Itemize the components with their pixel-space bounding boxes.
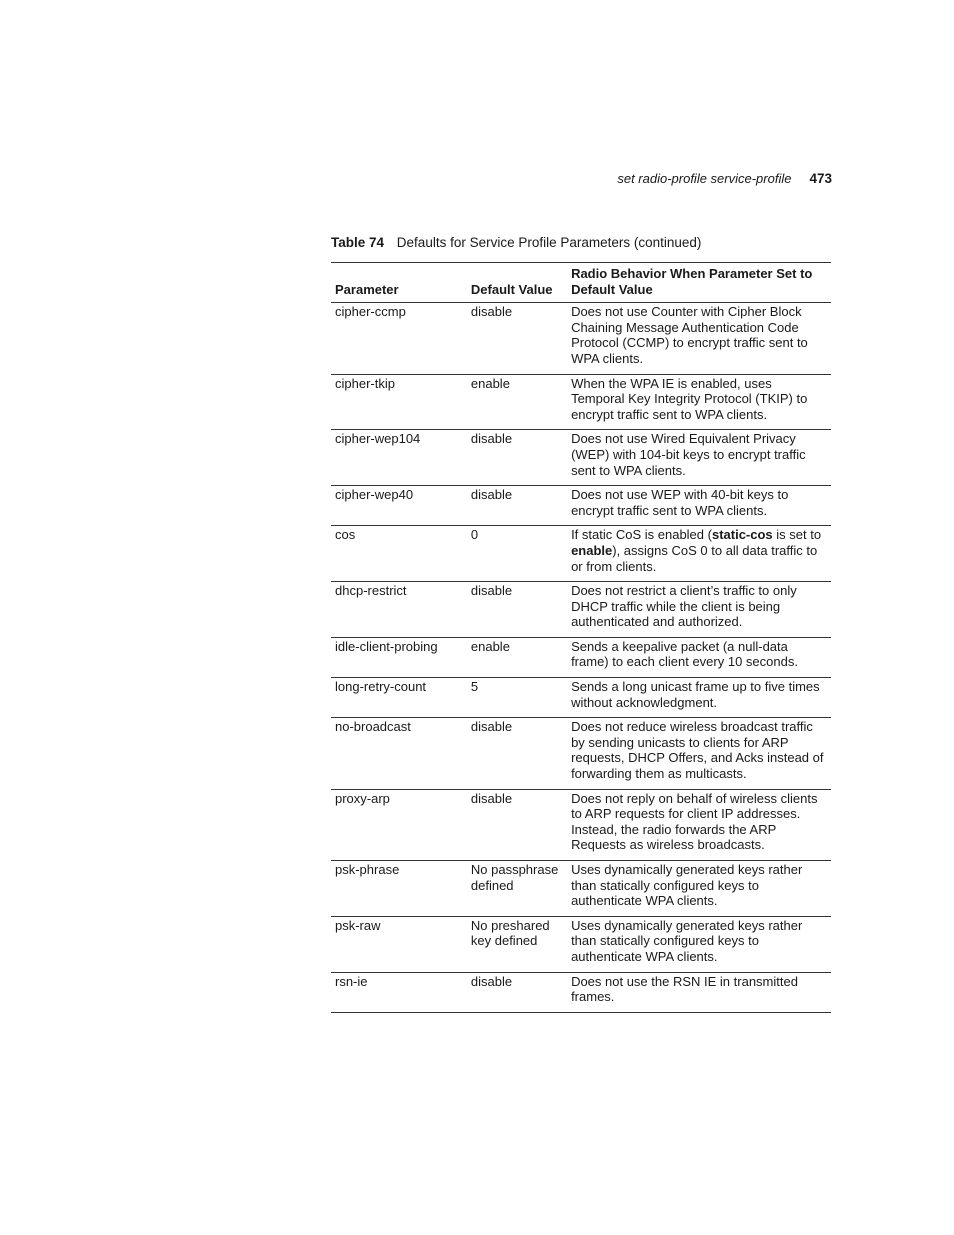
behavior-text: Uses dynamically generated keys rather than statically configured keys to authenticate WPA clients.	[571, 917, 803, 964]
table-row	[331, 916, 831, 972]
cell-radio-behavior	[567, 582, 831, 638]
keyword-text: enable	[571, 542, 613, 558]
table-row	[331, 718, 831, 789]
cell-parameter: cipher-wep104	[335, 431, 421, 447]
cell-default-value: No preshared key defined	[470, 917, 550, 949]
table-row	[331, 789, 831, 860]
behavior-text: Does not use the RSN IE in transmitted frames.	[571, 973, 798, 1005]
behavior-text: Does not use WEP with 40-bit keys to encrypt traffic sent to WPA clients.	[571, 487, 789, 518]
cell-radio-behavior	[567, 486, 831, 526]
cell-default-value: 0	[470, 527, 479, 543]
column-header-parameter: Parameter	[335, 281, 399, 297]
cell-default-value: 5	[470, 679, 479, 695]
cell-parameter: cipher-wep40	[335, 487, 414, 503]
cell-radio-behavior	[567, 789, 831, 860]
behavior-text: When the WPA IE is enabled, uses Temporal Key Integrity Protocol (TKIP) to encrypt traffic sent to WPA clients.	[571, 375, 808, 422]
table-title: Defaults for Service Profile Parameters (continued)	[396, 235, 702, 250]
cell-default-value: disable	[470, 719, 513, 735]
cell-default-value: disable	[470, 431, 513, 447]
cell-radio-behavior	[567, 972, 831, 1012]
table-row	[331, 486, 831, 526]
page-number: 473	[809, 171, 832, 186]
behavior-text: Does not use Counter with Cipher Block Chaining Message Authentication Code Protocol (CCMP) to encrypt traffic sent to WPA clients.	[571, 304, 808, 366]
cell-default-value: disable	[470, 304, 513, 320]
table-row	[331, 374, 831, 430]
behavior-text: Uses dynamically generated keys rather than statically configured keys to authenticate WPA clients.	[571, 862, 803, 909]
behavior-text: ), assigns CoS 0 to all data traffic to or from clients.	[571, 542, 818, 574]
table-caption	[331, 235, 701, 250]
defaults-table	[331, 262, 831, 1013]
table-body	[331, 303, 831, 1013]
table-row	[331, 972, 831, 1012]
column-header-default-value: Default Value	[470, 281, 553, 297]
cell-radio-behavior	[567, 861, 831, 917]
section-title: set radio-profile service-profile	[617, 171, 792, 186]
table-row	[331, 582, 831, 638]
running-header	[617, 171, 832, 186]
cell-default-value: No passphrase defined	[470, 862, 559, 893]
cell-parameter: rsn-ie	[335, 973, 368, 989]
table-row	[331, 526, 831, 582]
table-row	[331, 678, 831, 718]
cell-parameter: cos	[335, 527, 356, 543]
cell-radio-behavior	[567, 303, 831, 374]
table-row	[331, 861, 831, 917]
cell-parameter: cipher-tkip	[335, 375, 395, 391]
table-header-row	[331, 263, 831, 303]
cell-radio-behavior	[567, 374, 831, 430]
cell-radio-behavior	[567, 637, 831, 677]
cell-parameter: cipher-ccmp	[335, 304, 406, 320]
cell-radio-behavior	[567, 718, 831, 789]
cell-parameter: proxy-arp	[335, 790, 390, 806]
cell-default-value: enable	[470, 375, 510, 391]
cell-default-value: enable	[470, 638, 510, 654]
behavior-text: Does not use Wired Equivalent Privacy (WEP) with 104-bit keys to encrypt traffic sent to WPA clients.	[571, 431, 806, 478]
cell-default-value: disable	[470, 790, 513, 806]
behavior-text: Does not restrict a client’s traffic to only DHCP traffic while the client is being authenticated and authorized.	[571, 583, 797, 630]
cell-parameter: psk-raw	[335, 917, 381, 933]
table-row	[331, 637, 831, 677]
cell-radio-behavior	[567, 916, 831, 972]
table-number: Table 74	[331, 235, 385, 250]
cell-default-value: disable	[470, 583, 513, 599]
table-row	[331, 303, 831, 374]
cell-parameter: dhcp-restrict	[335, 583, 407, 599]
cell-radio-behavior	[567, 526, 831, 582]
cell-parameter: long-retry-count	[335, 679, 427, 695]
keyword-text: static-cos	[711, 527, 773, 543]
behavior-text: is set to	[772, 527, 822, 543]
cell-radio-behavior	[567, 678, 831, 718]
column-header-radio-behavior: Radio Behavior When Parameter Set to Default Value	[571, 266, 813, 297]
behavior-text: Sends a keepalive packet (a null-data frame) to each client every 10 seconds.	[571, 638, 798, 670]
cell-parameter: no-broadcast	[335, 719, 411, 735]
behavior-text: Does not reply on behalf of wireless clients to ARP requests for client IP addresses. Instead, the radio forwards the ARP Requests as wireless broadcasts.	[571, 790, 818, 853]
behavior-text: Does not reduce wireless broadcast traffic by sending unicasts to clients for ARP requests, DHCP Offers, and Acks instead of forwarding them as multicasts.	[571, 719, 824, 782]
cell-parameter: psk-phrase	[335, 862, 400, 877]
behavior-text: Sends a long unicast frame up to five times without acknowledgment.	[571, 679, 820, 710]
cell-default-value: disable	[470, 973, 513, 989]
table-row	[331, 430, 831, 486]
cell-default-value: disable	[470, 487, 513, 503]
cell-radio-behavior	[567, 430, 831, 486]
behavior-text: If static CoS is enabled (	[571, 527, 712, 543]
cell-parameter: idle-client-probing	[335, 638, 438, 654]
